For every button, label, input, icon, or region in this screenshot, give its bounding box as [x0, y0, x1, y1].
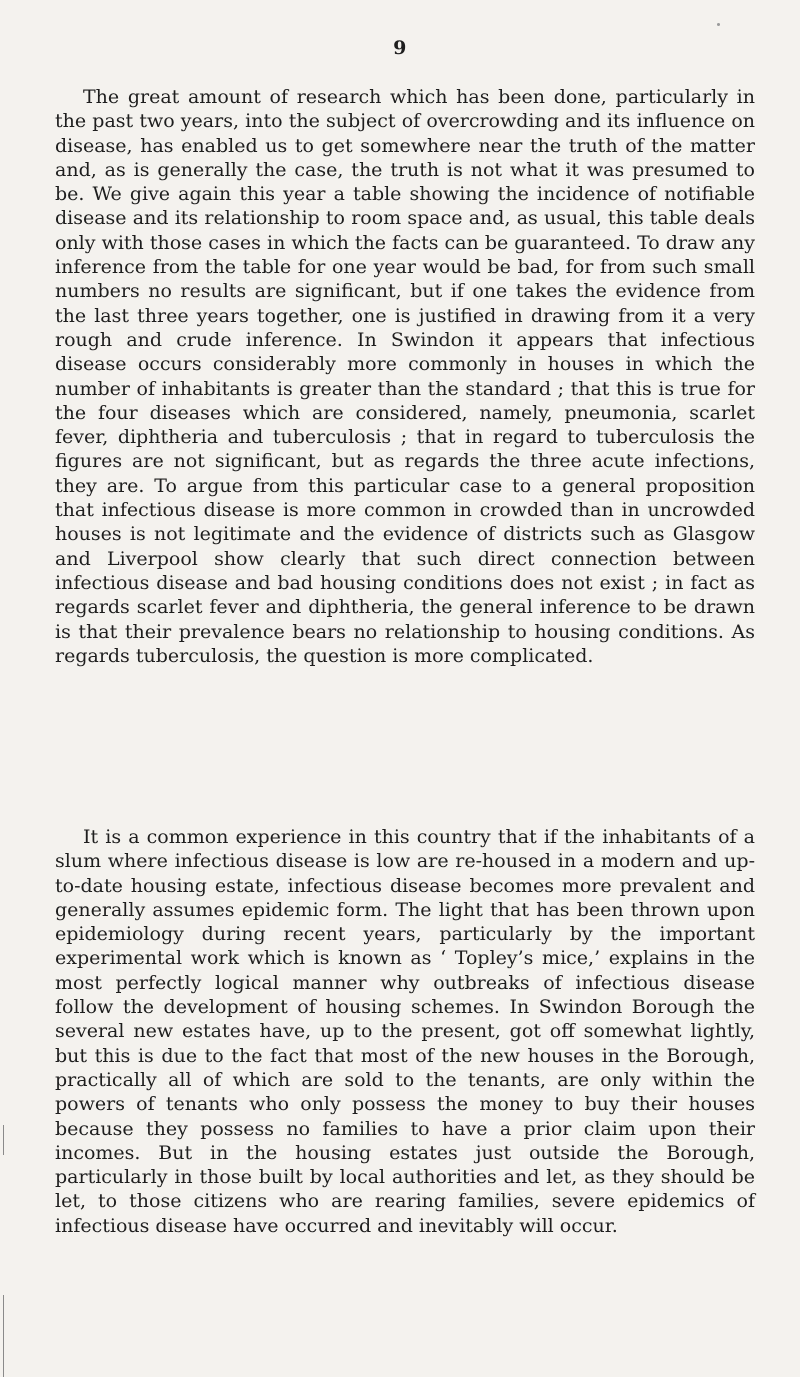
scan-edge-mark-upper: [3, 1125, 4, 1155]
scan-speck: [717, 23, 720, 26]
page-number: 9: [393, 37, 407, 59]
scan-edge-mark-lower: [3, 1295, 4, 1377]
paragraph-overcrowding-research: The great amount of research which has been done, particularly in the past two years, into the subject of overcrowding and its influence on disease, has enabled us to get somewhere near the truth of the matter and, as is generally the case, the truth is not what it was presumed to be. We give again this year a table showing the incidence of notifiable disease and its relationship to room space and, as usual, this table deals only with those cases in which the facts can be guaranteed. To draw any inference from the table for one year would be bad, for from such small numbers no results are significant, but if one takes the evidence from the last three years together, one is justified in drawing from it a very rough and crude inference. In Swindon it appears that infectious disease occurs considerably more commonly in houses in which the number of inhabitants is greater than the standard ; that this is true for the four diseases which are considered, namely, pneumonia, scarlet fever, diphtheria and tuberculosis ; that in regard to tuberculosis the figures are not significant, but as regards the three acute infections, they are. To argue from this particular case to a general proposition that infectious disease is more common in crowded than in uncrowded houses is not legitimate and the evidence of districts such as Glasgow and Liverpool show clearly that such direct connection between infectious disease and bad housing conditions does not exist ; in fact as regards scarlet fever and diphtheria, the general inference to be drawn is that their prevalence bears no relationship to housing conditions. As regards tuberculosis, the question is more complicated.: [55, 86, 755, 667]
paragraph-housing-estates-epidemics: It is a common experience in this country that if the inhabitants of a slum where infectious disease is low are re-housed in a modern and up-to-date housing estate, infectious disease becomes more prevalent and generally assumes epidemic form. The light that has been thrown upon epidemiology during recent years, particularly by the important experimental work which is known as ‘ Topley’s mice,’ explains in the most perfectly logical manner why outbreaks of infectious disease follow the development of housing schemes. In Swindon Borough the several new estates have, up to the present, got off somewhat lightly, but this is due to the fact that most of the new houses in the Borough, practically all of which are sold to the tenants, are only within the powers of tenants who only possess the money to buy their houses because they possess no families to have a prior claim upon their incomes. But in the housing estates just outside the Borough, particularly in those built by local authorities and let, as they should be let, to those citizens who are rearing families, severe epidemics of infectious disease have occurred and inevitably will occur.: [55, 826, 755, 1237]
